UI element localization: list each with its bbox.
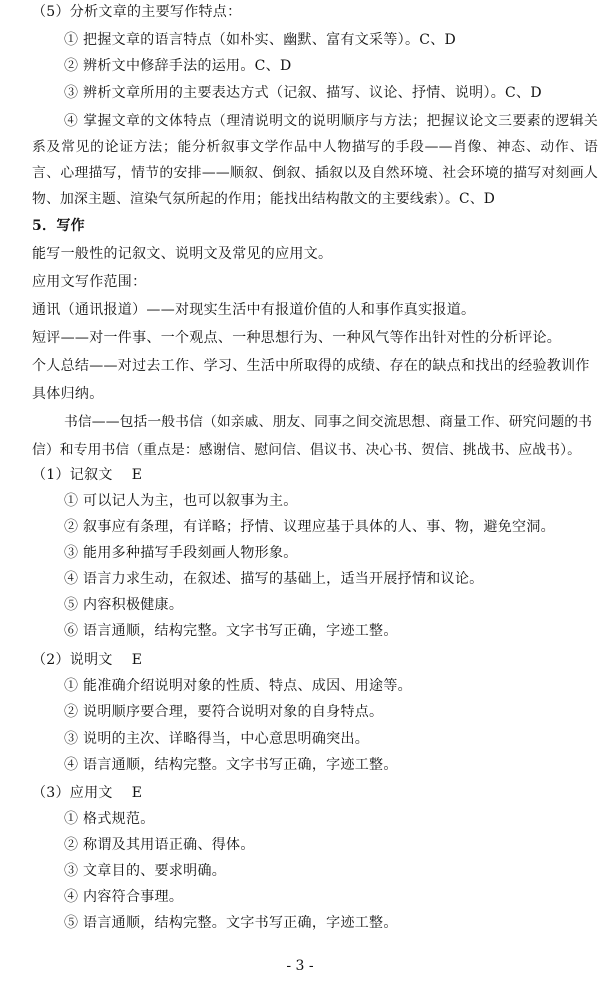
list-item: ④ 语言力求生动，在叙述、描写的基础上，适当开展抒情和议论。 bbox=[64, 571, 484, 587]
list-item: ② 叙事应有条理，有详略；抒情、议理应基于具体的人、事、物，避免空洞。 bbox=[64, 519, 555, 535]
list-item: ① 能准确介绍说明对象的性质、特点、成因、用途等。 bbox=[64, 678, 412, 694]
list-item: ① 把握文章的语言特点（如朴实、幽默、富有文采等）。C、D bbox=[64, 32, 457, 48]
list-item: ⑤ 内容积极健康。 bbox=[64, 597, 184, 613]
genre-heading-expository: （2）说明文 E bbox=[32, 652, 143, 668]
scope-item: 书信——包括一般书信（如亲戚、朋友、同事之间交流思想、商量工作、研究问题的书信）和专用书信（重点是：感谢信、慰问信、倡议书、决心书、贺信、挑战书、应战书）。 bbox=[32, 414, 593, 458]
writing-intro: 能写一般性的记叙文、说明文及常见的应用文。 bbox=[32, 246, 333, 262]
list-item: ③ 说明的主次、详略得当，中心意思明确突出。 bbox=[64, 731, 370, 747]
scope-item: 短评——对一件事、一个观点、一种思想行为、一种风气等作出针对性的分析评论。 bbox=[32, 330, 562, 346]
list-item: ⑤ 语言通顺，结构完整。文字书写正确，字迹工整。 bbox=[64, 915, 398, 931]
section-title-writing: 5．写作 bbox=[32, 218, 85, 234]
scope-item: 通讯（通讯报道）——对现实生活中有报道价值的人和事作真实报道。 bbox=[32, 302, 476, 318]
list-item: ③ 文章目的、要求明确。 bbox=[64, 863, 227, 879]
scope-item: 个人总结——对过去工作、学习、生活中所取得的成绩、存在的缺点和找出的经验教训作具体归纳。 bbox=[32, 358, 590, 402]
genre-heading-narrative: （1）记叙文 E bbox=[32, 467, 143, 483]
genre-heading-practical: （3）应用文 E bbox=[32, 785, 143, 801]
list-item: ④ 掌握文章的文体特点（理清说明文的说明顺序与方法；把握议论文三要素的逻辑关系及常见的论证方法；能分析叙事文学作品中人物描写的手段——肖像、神态、动作、语言、心理描写，情节的安排——顺叙、倒叙、插叙以及自然环境、社会环境的描写对刻画人物、加深主题、渲染气氛所起的作用；能找出结构散文的主要线索）。C、D bbox=[32, 113, 598, 207]
list-item: ② 说明顺序要合理，要符合说明对象的自身特点。 bbox=[64, 704, 384, 720]
list-item: ④ 语言通顺，结构完整。文字书写正确，字迹工整。 bbox=[64, 757, 398, 773]
list-item: ② 辨析文中修辞手法的运用。C、D bbox=[64, 58, 292, 74]
list-item: ④ 内容符合事理。 bbox=[64, 889, 184, 905]
list-item: ① 可以记人为主，也可以叙事为主。 bbox=[64, 493, 298, 509]
list-item: ② 称谓及其用语正确、得体。 bbox=[64, 837, 255, 853]
page-number: - 3 - bbox=[286, 958, 314, 974]
scope-label: 应用文写作范围： bbox=[32, 274, 147, 290]
list-item: ⑥ 语言通顺，结构完整。文字书写正确，字迹工整。 bbox=[64, 623, 398, 639]
section-heading-5: （5）分析文章的主要写作特点： bbox=[32, 4, 242, 20]
list-item: ① 格式规范。 bbox=[64, 811, 155, 827]
list-item: ③ 辨析文章所用的主要表达方式（记叙、描写、议论、抒情、说明）。C、D bbox=[64, 85, 542, 101]
list-item: ③ 能用多种描写手段刻画人物形象。 bbox=[64, 545, 298, 561]
